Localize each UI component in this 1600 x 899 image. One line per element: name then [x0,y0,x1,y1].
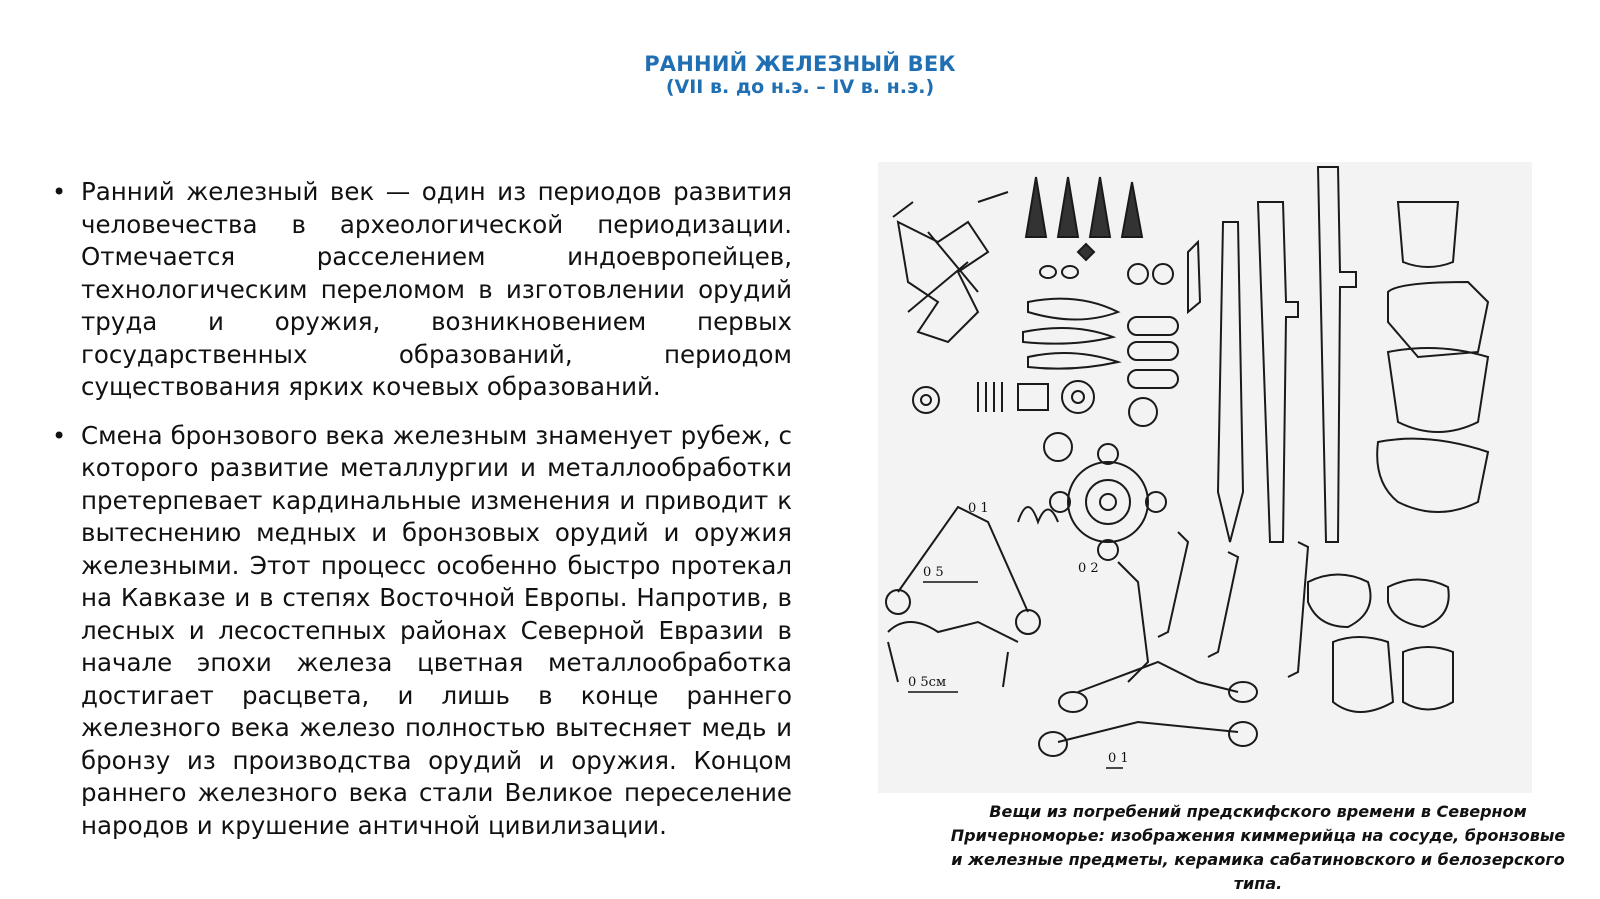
figure-caption: Вещи из погребений предскифского времени в Северном Причерноморье: изображения киммерийца на сосуде, бронзовые и железные предметы, керамика сабатиновского и белозерского типа. [950,802,1566,893]
scale-label: 0 1 [968,501,989,516]
bullet-text: Смена бронзового века железным знаменует рубеж, с которого развитие металлургии и металлообработки претерпевает кардинальные изменения и приводит к вытеснению медных и бронзовых орудий и оружия железными. Этот процесс особенно быстро протекал на Кавказе и в степях Восточной Европы. Напротив, в лесных и лесостепных районах Северной Евразии в начале эпохи железа цветная металлообработка достигает расцвета, и лишь в конце раннего железного века железо полностью вытесняет медь и бронзу из производства орудий и оружия. Концом раннего железного века стали Великое переселение народов и крушение античной цивилизации. [81,420,792,840]
bullet-item [48,176,792,404]
daggers [1188,167,1356,542]
bullet-item [48,420,792,843]
ornaments [913,264,1178,461]
bullet-text: Ранний железный век — один из периодов развития человечества в археологической периодизации. Отмечается расселением индоевропейцев, технологическим переломом в изготовлении орудий труда и оружия, возникновением первых государственных образований, периодом существования ярких кочевых образований. [81,177,792,401]
rosette [1050,444,1166,560]
title-line-2: (VII в. до н.э. – IV в. н.э.) [665,76,935,98]
bullet-icon: • [52,178,67,206]
pottery [1308,202,1488,712]
bullet-list [48,176,792,858]
artifacts-drawing [878,162,1532,793]
scale-label: 0 5см [908,675,947,690]
scale-label: 0 2 [1078,561,1099,576]
scale-label: 0 5 [923,565,944,580]
scale-label: 0 1 [1108,751,1129,766]
warrior-drawing [893,192,1008,342]
bullet-icon: • [52,421,67,450]
artifacts-illustration [878,162,1532,793]
title-line-1: РАННИЙ ЖЕЛЕЗНЫЙ ВЕК [644,52,956,76]
arrowheads [1026,177,1142,260]
cheek-pieces [1118,532,1308,682]
slide-title [500,52,1100,98]
horse-bits [886,507,1257,756]
